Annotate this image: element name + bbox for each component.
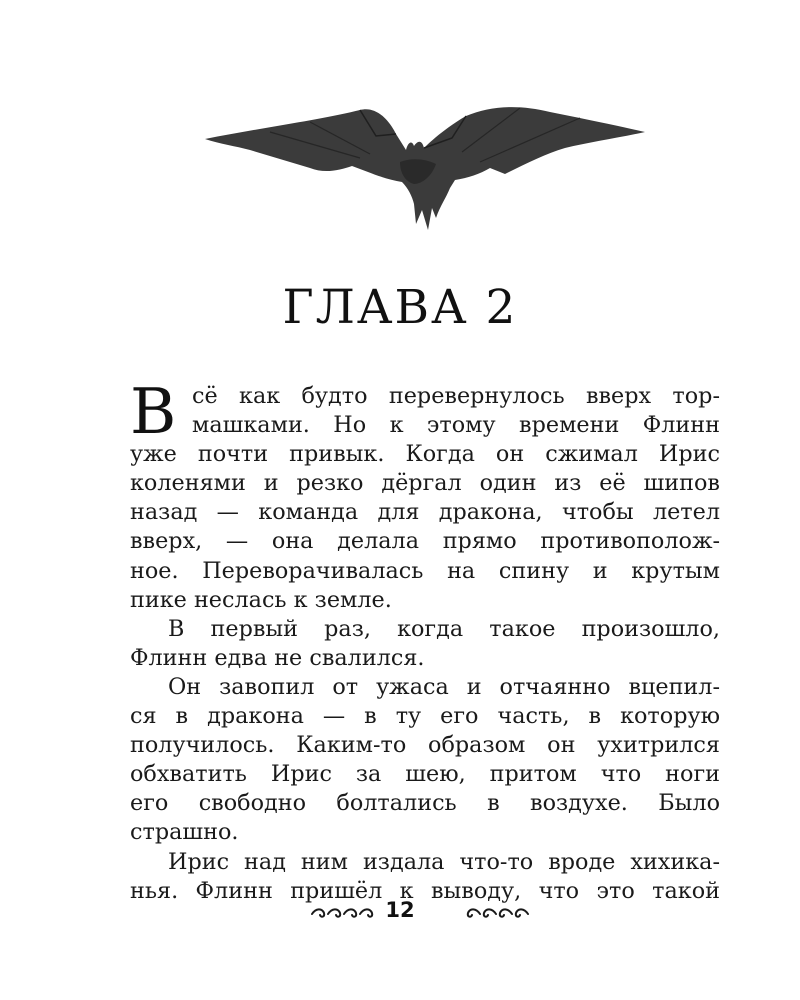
text-line: нья. Флинн пришёл к выводу, что это такой (130, 877, 720, 904)
text-line: Флинн едва не свалился. (130, 644, 425, 671)
swirl-ornament-icon (466, 906, 530, 920)
chapter-title: ГЛАВА 2 (282, 280, 518, 335)
paragraph-2 (130, 615, 720, 673)
dragon-silhouette-icon (200, 92, 650, 232)
text-line: получилось. Каким-то образом он ухитрился (130, 732, 720, 759)
text-line: машками. Но к этому времени Флинн (192, 412, 720, 439)
text-line: ное. Переворачивалась на спину и крутым (130, 557, 720, 584)
text-line: страшно. (130, 819, 239, 846)
text-line: обхватить Ирис за шею, притом что ноги (130, 761, 720, 788)
paragraph-3 (130, 673, 720, 848)
drop-cap: В (130, 375, 177, 448)
text-line: В первый раз, когда такое произошло, (168, 615, 720, 642)
paragraph-4 (130, 848, 720, 906)
text-line: назад — команда для дракона, чтобы летел (130, 499, 720, 526)
text-line: пике неслась к земле. (130, 586, 392, 613)
text-line: Ирис над ним издала что-то вроде хихика- (168, 848, 720, 875)
text-line: его свободно болтались в воздухе. Было (130, 790, 720, 817)
text-line: ся в дракона — в ту его часть, в которую (130, 703, 720, 730)
text-line: Он завопил от ужаса и отчаянно вцепил- (168, 673, 720, 700)
text-line: коленями и резко дёргал один из её шипов (130, 470, 720, 497)
dragon-illustration (200, 92, 650, 232)
body-text (130, 375, 720, 906)
text-line: уже почти привык. Когда он сжимал Ирис (130, 441, 720, 468)
page-footer (0, 898, 800, 928)
text-line: сё как будто перевернулось вверх тор- (192, 383, 720, 409)
page-number: 12 (385, 898, 415, 922)
paragraph-1 (130, 375, 720, 615)
text-line: вверх, — она делала прямо противополож- (130, 528, 720, 555)
